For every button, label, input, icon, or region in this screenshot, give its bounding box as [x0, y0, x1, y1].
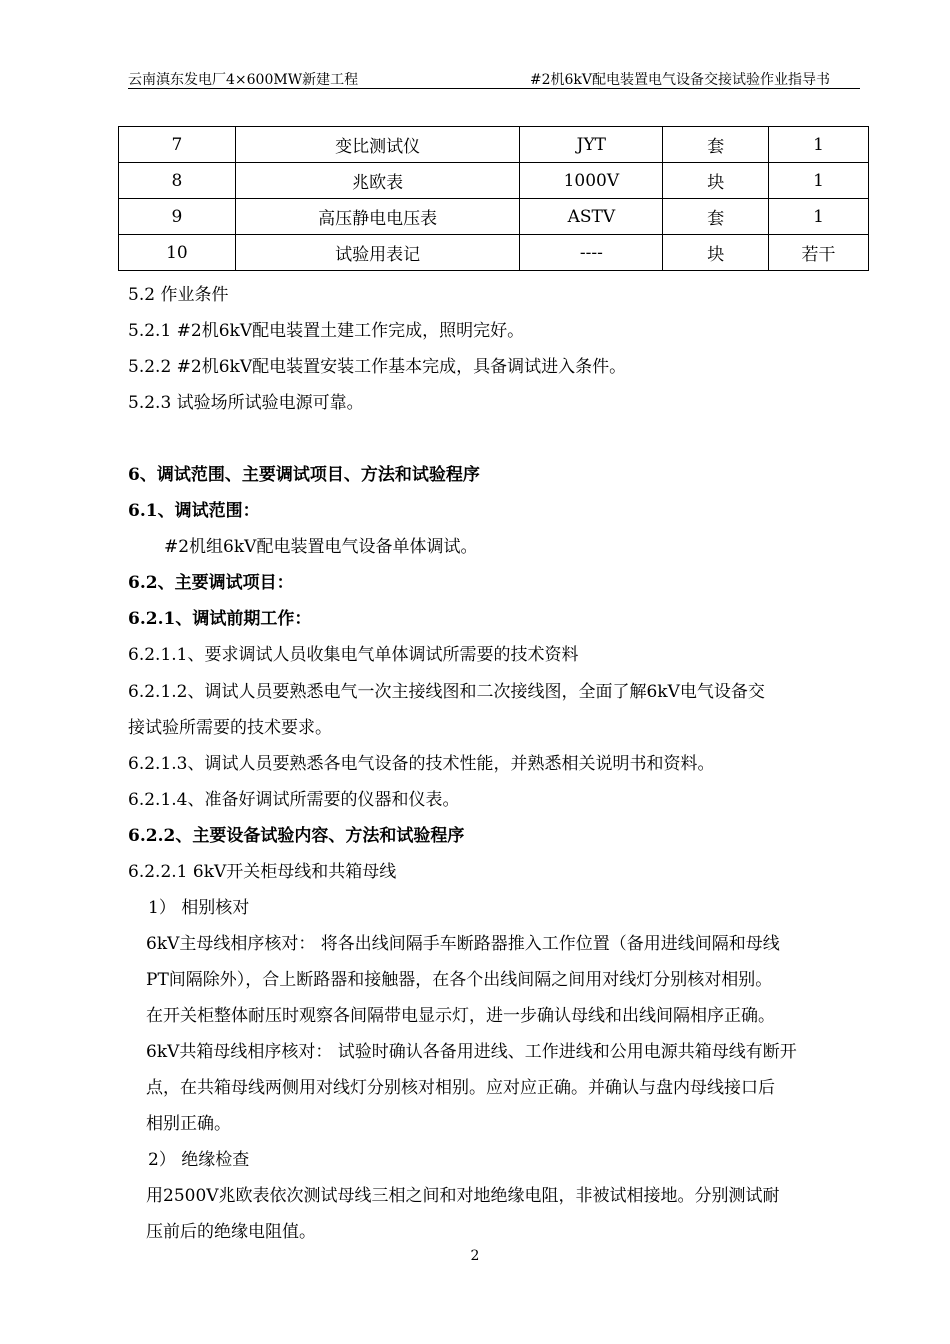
table-row	[119, 127, 869, 163]
paragraph-line: 在开关柜整体耐压时观察各间隔带电显示灯，进一步确认母线和出线间隔相序正确。	[146, 1006, 775, 1026]
paragraph-line: 压前后的绝缘电阻值。	[146, 1222, 316, 1242]
paragraph-line: #2机组6kV配电装置电气设备单体调试。	[164, 537, 478, 557]
page-header	[128, 66, 860, 89]
section-heading-5-2: 5.2 作业条件	[128, 285, 229, 305]
table-cell-index: 9	[119, 199, 236, 235]
page-number: 2	[470, 1248, 480, 1264]
paragraph-line: PT间隔除外），合上断路器和接触器，在各个出线间隔之间用对线灯分别核对相别。	[146, 970, 773, 990]
equipment-table	[118, 126, 869, 271]
table-row	[119, 163, 869, 199]
table-cell-model: ASTV	[520, 199, 663, 235]
paragraph-line: 5.2.1 #2机6kV配电装置土建工作完成，照明完好。	[128, 321, 525, 341]
table-cell-unit: 块	[663, 163, 769, 199]
table-cell-model: ----	[520, 235, 663, 271]
subsection-heading-6-2-2-1: 6.2.2.1 6kV开关柜母线和共箱母线	[128, 862, 397, 882]
table-cell-quantity: 1	[769, 199, 869, 235]
header-project-name: 云南滇东发电厂4×600MW新建工程	[128, 72, 359, 88]
table-cell-quantity: 1	[769, 163, 869, 199]
paragraph-line: 5.2.3 试验场所试验电源可靠。	[128, 393, 364, 413]
table-cell-name: 试验用表记	[235, 235, 520, 271]
table-cell-unit: 套	[663, 199, 769, 235]
header-document-title: #2机6kV配电装置电气设备交接试验作业指导书	[529, 72, 830, 88]
table-cell-quantity: 若干	[769, 235, 869, 271]
table-cell-index: 10	[119, 235, 236, 271]
paragraph-line: 5.2.2 #2机6kV配电装置安装工作基本完成，具备调试进入条件。	[128, 357, 627, 377]
paragraph-line: 6.2.1.1、要求调试人员收集电气单体调试所需要的技术资料	[128, 645, 579, 665]
table-cell-quantity: 1	[769, 127, 869, 163]
paragraph-line: 6kV主母线相序核对： 将各出线间隔手车断路器推入工作位置（备用进线间隔和母线	[146, 934, 780, 954]
paragraph-line: 6.2.1.3、调试人员要熟悉各电气设备的技术性能，并熟悉相关说明书和资料。	[128, 754, 715, 774]
table-cell-model: JYT	[520, 127, 663, 163]
table-cell-unit: 套	[663, 127, 769, 163]
paragraph-line: 6.2.1.4、准备好调试所需要的仪器和仪表。	[128, 790, 460, 810]
section-heading-6-1: 6.1、调试范围：	[128, 501, 260, 521]
table-cell-model: 1000V	[520, 163, 663, 199]
list-item-heading: 1） 相别核对	[148, 898, 250, 918]
table-row	[119, 199, 869, 235]
section-heading-6: 6、调试范围、主要调试项目、方法和试验程序	[128, 465, 480, 485]
table-cell-index: 8	[119, 163, 236, 199]
table-cell-unit: 块	[663, 235, 769, 271]
section-heading-6-2-1: 6.2.1、调试前期工作：	[128, 609, 312, 629]
paragraph-line: 用2500V兆欧表依次测试母线三相之间和对地绝缘电阻，非被试相接地。分别测试耐	[146, 1186, 780, 1206]
paragraph-line: 6kV共箱母线相序核对： 试验时确认各备用进线、工作进线和公用电源共箱母线有断开	[146, 1042, 797, 1062]
table-cell-name: 兆欧表	[235, 163, 520, 199]
paragraph-line: 相别正确。	[146, 1114, 231, 1134]
section-heading-6-2-2: 6.2.2、主要设备试验内容、方法和试验程序	[128, 826, 465, 846]
table-cell-name: 变比测试仪	[235, 127, 520, 163]
table-row	[119, 235, 869, 271]
table-cell-index: 7	[119, 127, 236, 163]
paragraph-line: 接试验所需要的技术要求。	[128, 718, 332, 738]
section-heading-6-2: 6.2、主要调试项目：	[128, 573, 294, 593]
paragraph-line: 点，在共箱母线两侧用对线灯分别核对相别。应对应正确。并确认与盘内母线接口后	[146, 1078, 775, 1098]
table-cell-name: 高压静电电压表	[235, 199, 520, 235]
list-item-heading: 2） 绝缘检查	[148, 1150, 250, 1170]
paragraph-line: 6.2.1.2、调试人员要熟悉电气一次主接线图和二次接线图，全面了解6kV电气设备交	[128, 682, 765, 702]
